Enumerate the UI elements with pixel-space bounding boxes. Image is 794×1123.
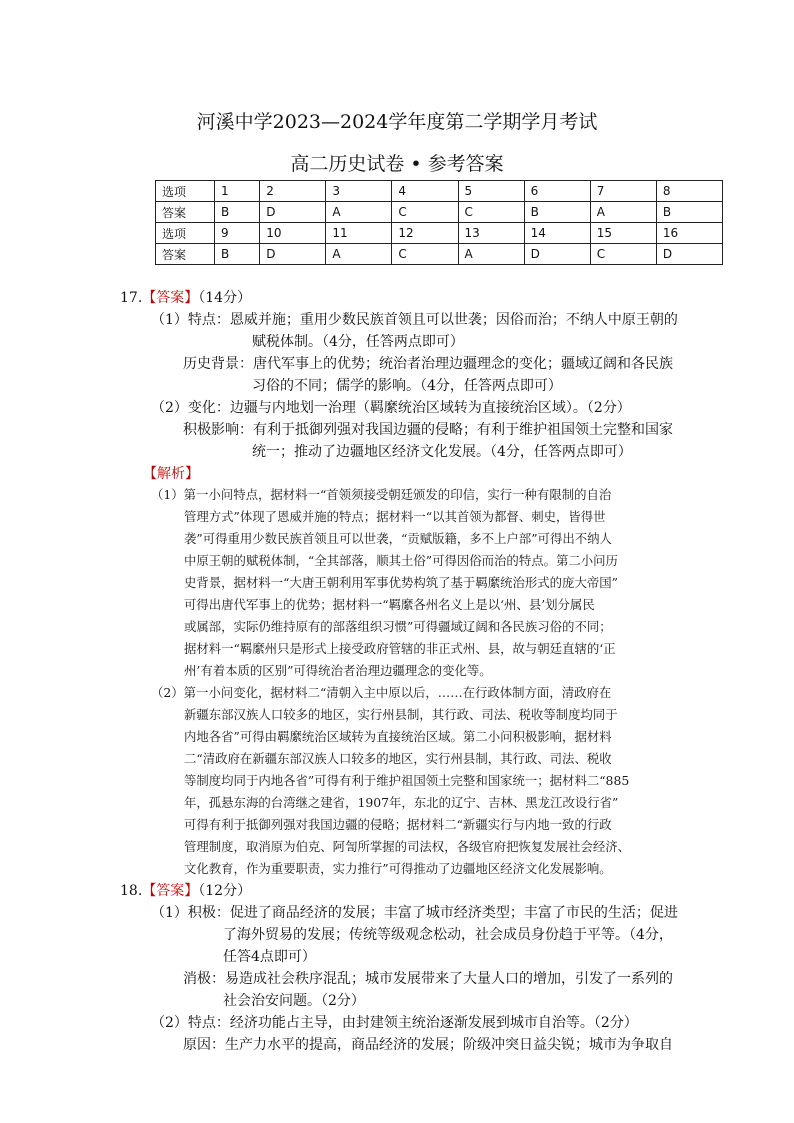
table-cell: 8 xyxy=(656,181,722,202)
table-cell: 1 xyxy=(215,181,260,202)
table-cell: 12 xyxy=(392,223,458,244)
table-cell: A xyxy=(326,202,392,223)
table-cell: 16 xyxy=(656,223,722,244)
analysis-line: 袭”可得重用少数民族首领且可以世袭，“贡赋版籍，多不上户部”可得出不纳人 xyxy=(184,531,612,546)
table-cell: B xyxy=(524,202,590,223)
q17-heading xyxy=(120,287,251,309)
table-row-header: 答案 xyxy=(156,244,215,265)
table-cell: 9 xyxy=(215,223,260,244)
analysis-line: 管理制度，取消原为伯克、阿訇所掌握的司法权，各级官府把恢复发展社会经济、 xyxy=(184,839,631,854)
analysis-line: （2）第一小问变化，据材料二“清朝入主中原以后，……在行政体制方面，清政府在 xyxy=(151,685,612,700)
exam-title: 河溪中学2023—2024学年度第二学期学月考试 xyxy=(196,111,598,133)
table-cell: B xyxy=(215,244,260,265)
q18-line: 了海外贸易的发展；传统等级观念松动，社会成员身份趋于平等。（4分， xyxy=(223,927,673,943)
q18-line: 消极：易造成社会秩序混乱；城市发展带来了大量人口的增加，引发了一系列的 xyxy=(183,971,673,987)
table-cell: 14 xyxy=(524,223,590,244)
exam-subtitle: 高二历史试卷 • 参考答案 xyxy=(290,153,504,175)
table-cell: 5 xyxy=(458,181,524,202)
q18-line: （2）特点：经济功能占主导，由封建领主统治逐渐发展到城市自治等。（2分） xyxy=(151,1015,638,1031)
table-cell: 10 xyxy=(260,223,326,244)
q18-heading xyxy=(120,880,251,902)
q17-line: 习俗的不同；儒学的影响。（4分，任答两点即可） xyxy=(252,378,562,394)
q18-line: 原因：生产力水平的提高，商品经济的发展；阶级冲突日益尖锐；城市为争取自 xyxy=(183,1037,673,1053)
table-cell: 4 xyxy=(392,181,458,202)
table-cell: 2 xyxy=(260,181,326,202)
table-cell: D xyxy=(260,244,326,265)
table-cell: D xyxy=(524,244,590,265)
table-cell: C xyxy=(590,244,656,265)
analysis-line: 管理方式”体现了恩威并施的特点；据材料一“以其首领为都督、刺史，皆得世 xyxy=(184,509,606,524)
analysis-line: 或属部，实际仍维持原有的部落组织习惯”可得疆域辽阔和各民族习俗的不同； xyxy=(184,619,612,634)
table-row-header: 答案 xyxy=(156,202,215,223)
q17-line: （2）变化：边疆与内地划一治理（羁縻统治区域转为直接统治区域）。（2分） xyxy=(151,400,631,416)
table-row xyxy=(156,223,723,244)
analysis-line: 可得有利于抵御列强对我国边疆的侵略；据材料二“新疆实行与内地一致的行政 xyxy=(184,817,612,832)
q17-line: 统一；推动了边疆地区经济文化发展。（4分，任答两点即可） xyxy=(252,444,632,460)
table-cell: 6 xyxy=(524,181,590,202)
q17-line: 历史背景：唐代军事上的优势；统治者治理边疆理念的变化；疆域辽阔和各民族 xyxy=(183,356,673,372)
table-cell: B xyxy=(656,202,722,223)
q18-line: 社会治安问题。（2分） xyxy=(223,993,365,1009)
table-cell: 7 xyxy=(590,181,656,202)
q17-score: （14分） xyxy=(198,290,252,306)
q18-line: （1）积极：促进了商品经济的发展；丰富了城市经济类型；丰富了市民的生活；促进 xyxy=(151,905,678,921)
analysis-line: 据材料一“羁縻州只是形式上接受政府管辖的非正式州、县，故与朝廷直辖的‘正 xyxy=(184,641,616,656)
table-cell: C xyxy=(392,244,458,265)
q17-line: 赋税体制。（4分，任答两点即可） xyxy=(252,334,464,350)
table-cell: C xyxy=(458,202,524,223)
table-row xyxy=(156,181,723,202)
analysis-line: （1）第一小问特点，据材料一“首领须接受朝廷颁发的印信，实行一种有限制的自治 xyxy=(151,487,612,502)
analysis-line: 文化教育，作为重要职责，实力推行”可得推动了边疆地区经济文化发展影响。 xyxy=(184,861,612,876)
analysis-line: 内地各省”可得由羁縻统治区域转为直接统治区域。第二小问积极影响，据材料 xyxy=(184,729,612,744)
table-row xyxy=(156,202,723,223)
q17-line: 积极影响：有利于抵御列强对我国边疆的侵略；有利于维护祖国领土完整和国家 xyxy=(183,422,673,438)
q18-score: （12分） xyxy=(198,883,252,899)
analysis-line: 年，孤悬东海的台湾继之建省，1907年，东北的辽宁、吉林、黑龙江改设行省” xyxy=(184,795,619,810)
table-row-header: 选项 xyxy=(156,223,215,244)
table-cell: A xyxy=(326,244,392,265)
table-cell: B xyxy=(215,202,260,223)
analysis-line: 可得出唐代军事上的优势；据材料一“羁縻各州名义上是以‘州、县’划分属民 xyxy=(184,597,595,612)
table-cell: 11 xyxy=(326,223,392,244)
table-cell: A xyxy=(590,202,656,223)
q17-analysis-tag: 【解析】 xyxy=(143,466,199,482)
table-cell: D xyxy=(260,202,326,223)
table-row xyxy=(156,244,723,265)
table-cell: D xyxy=(656,244,722,265)
table-cell: 15 xyxy=(590,223,656,244)
q17-line: （1）特点：恩威并施；重用少数民族首领且可以世袭；因俗而治；不纳人中原王朝的 xyxy=(151,312,678,328)
analysis-line: 史背景，据材料一“大唐王朝利用军事优势构筑了基于羁縻统治形式的庞大帝国” xyxy=(184,575,618,590)
q18-number: 18. xyxy=(120,883,143,899)
table-cell: C xyxy=(392,202,458,223)
q18-line: 任答4点即可） xyxy=(223,949,316,965)
q17-answer-tag: 【答案】 xyxy=(142,290,199,306)
q18-answer-tag: 【答案】 xyxy=(142,883,199,899)
analysis-line: 中原王朝的赋税体制，“全其部落，顺其土俗”可得因俗而治的特点。第二小问历 xyxy=(184,553,618,568)
table-cell: 13 xyxy=(458,223,524,244)
q17-number: 17. xyxy=(120,290,143,306)
analysis-line: 州’有着本质的区别”可得统治者治理边疆理念的变化等。 xyxy=(184,663,492,678)
analysis-line: 新疆东部汉族人口较多的地区，实行州县制，其行政、司法、税收等制度均同于 xyxy=(184,707,618,722)
table-cell: 3 xyxy=(326,181,392,202)
analysis-line: 等制度均同于内地各省”可得有利于维护祖国领土完整和国家统一；据材料二“885 xyxy=(184,773,630,788)
table-cell: A xyxy=(458,244,524,265)
analysis-line: 二“清政府在新疆东部汉族人口较多的地区，实行州县制，其行政、司法、税收 xyxy=(184,751,612,766)
answer-table xyxy=(155,180,723,265)
table-row-header: 选项 xyxy=(156,181,215,202)
